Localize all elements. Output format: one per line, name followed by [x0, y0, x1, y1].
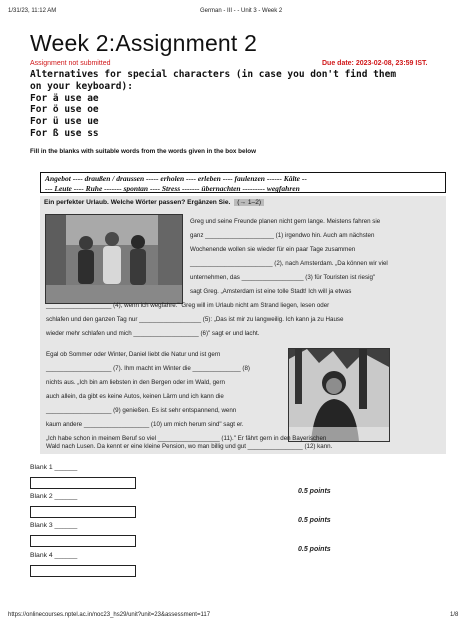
- exercise-header-text: Ein perfekter Urlaub. Welche Wörter passen? Ergänzen Sie.: [44, 199, 231, 206]
- exercise-line: Greg und seine Freunde planen nicht gern lange. Meistens fahren sie: [190, 218, 381, 225]
- alt-line: For ä use ae: [30, 92, 99, 104]
- exercise-scan: [40, 196, 446, 454]
- exercise-header-tag: (→ 1–2): [234, 199, 264, 206]
- friends-photo: [45, 214, 183, 304]
- instruction-text: Fill in the blanks with suitable words from the words given in the box below: [30, 148, 257, 155]
- daniel-snow-photo: [288, 348, 390, 442]
- alt-line: on your keyboard):: [30, 80, 133, 92]
- due-date: Due date: 2023-02-08, 23:59 IST.: [322, 60, 428, 67]
- blank-2-label: Blank 2 ______: [30, 493, 78, 500]
- blank-1-label: Blank 1 ______: [30, 464, 78, 471]
- word-box-line: --- Leute ---- Ruhe ------- spontan ---- Stress ------- übernachten --------- wegfahren: [45, 183, 300, 193]
- page-number: 1/8: [450, 612, 459, 618]
- alt-line: For ö use oe: [30, 104, 99, 116]
- exercise-line: unternehmen, das __________________ (3) für Touristen ist riesig": [190, 274, 376, 281]
- blank-2-points: 0.5 points: [298, 517, 331, 524]
- exercise-line: ganz ____________________ (1) irgendwo hin. Auch am nächsten: [190, 232, 375, 239]
- alt-line: For ß use ss: [30, 127, 99, 139]
- alt-line: For ü use ue: [30, 116, 99, 128]
- tab-title: German - III - - Unit 3 - Week 2: [200, 8, 283, 14]
- exercise-line: ___________________ (4), wenn ich wegfahre." Greg will im Urlaub nicht am Strand liegen, lesen oder: [46, 302, 330, 309]
- exercise-line: ___________________ (7). Ihm macht im Winter die ______________ (8): [46, 365, 250, 372]
- exercise-line: ________________________ (2), nach Amsterdam. „Da können wir viel: [190, 260, 388, 267]
- exercise-line: Egal ob Sommer oder Winter, Daniel liebt die Natur und ist gern: [46, 351, 221, 358]
- blank-4-label: Blank 4 ______: [30, 552, 78, 559]
- exercise-header: [44, 199, 264, 206]
- blank-1-points: 0.5 points: [298, 488, 331, 495]
- blank-1-input[interactable]: [30, 477, 136, 489]
- submission-status: Assignment not submitted: [30, 60, 111, 67]
- blank-3-points: 0.5 points: [298, 546, 331, 553]
- exercise-line: kaum andere ___________________ (10) um mich herum sind" sagt er.: [46, 421, 244, 428]
- page-url: https://onlinecourses.nptel.ac.in/noc23_hs29/unit?unit=23&assessment=117: [8, 612, 211, 618]
- exercise-line: „Ich habe schon in meinem Beruf so viel __________________ (11)." Er fährt gern in den Bayerischen: [46, 435, 327, 442]
- print-timestamp: 1/31/23, 11:12 AM: [8, 8, 57, 14]
- word-box-line: Angebot ---- draußen / draussen ----- erholen ---- erleben ---- faulenzen ------ Kälte --: [45, 174, 307, 183]
- blank-3-label: Blank 3 ______: [30, 522, 78, 529]
- special-characters-note: [30, 69, 396, 140]
- exercise-line: sagt Greg. „Amsterdam ist eine tolle Stadt! Ich will ja etwas: [190, 288, 352, 295]
- word-box: [40, 172, 446, 193]
- exercise-line-last: Wald nach Lusen. Da kennt er eine kleine Pension, wo man billig und gut ________________ (12) kann.: [46, 443, 333, 450]
- blank-3-input[interactable]: [30, 535, 136, 547]
- exercise-line: wieder mehr schlafen und mich ___________________ (6)" sagt er und lacht.: [46, 330, 260, 337]
- exercise-line: auch allein, da gibt es keine Autos, keinen Lärm und ich kann die: [46, 393, 224, 400]
- alt-line: Alternatives for special characters (in case you don't find them: [30, 69, 397, 80]
- blank-2-input[interactable]: [30, 506, 136, 518]
- exercise-line: Wochenende wollen sie wieder für ein paar Tage zusammen: [190, 246, 356, 253]
- blank-4-input[interactable]: [30, 565, 136, 577]
- page-title: Week 2:Assignment 2: [30, 30, 258, 56]
- exercise-line: schlafen und den ganzen Tag nur __________________ (5): „Das ist mir zu langweilig. Ich kann ja zu Hause: [46, 316, 344, 323]
- exercise-line: ___________________ (9) genießen. Es ist sehr entspannend, wenn: [46, 407, 237, 414]
- exercise-line: nichts aus. „Ich bin am liebsten in den Bergen oder im Wald, gern: [46, 379, 225, 386]
